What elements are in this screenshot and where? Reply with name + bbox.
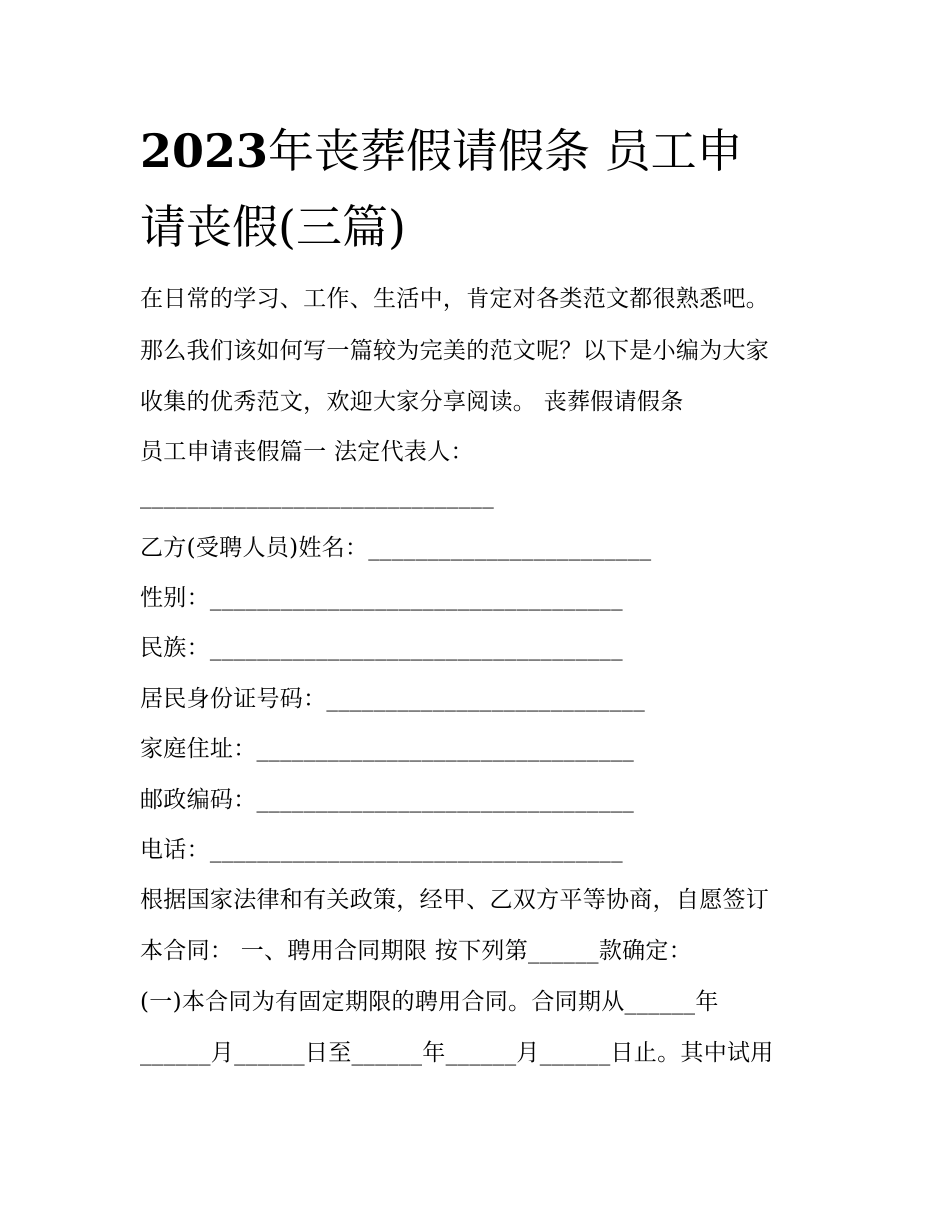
body-line-15: (一)本合同为有固定期限的聘用合同。合同期从______年 — [140, 989, 719, 1015]
body-line-4: 员工申请丧假篇一 法定代表人： — [140, 439, 474, 465]
employee-name-field: 乙方(受聘人员)姓名：________________________ — [140, 535, 652, 561]
body-line-3: 收集的优秀范文，欢迎大家分享阅读。 丧葬假请假条 — [140, 389, 684, 415]
title-line-1-text: 年丧葬假请假条 员工申 — [268, 124, 743, 178]
body-line-2: 那么我们该如何写一篇较为完美的范文呢？以下是小编为大家 — [140, 338, 770, 364]
body-line-1: 在日常的学习、工作、生活中，肯定对各类范文都很熟悉吧。 — [140, 286, 770, 312]
home-address-field: 家庭住址：________________________________ — [140, 736, 635, 762]
legal-representative-field: ______________________________ — [140, 483, 494, 509]
gender-field: 性别：___________________________________ — [140, 585, 623, 611]
body-line-14: 本合同： 一、聘用合同期限 按下列第______款确定： — [140, 938, 693, 964]
postal-code-field: 邮政编码：________________________________ — [140, 787, 635, 813]
body-line-13: 根据国家法律和有关政策，经甲、乙双方平等协商，自愿签订 — [140, 887, 770, 913]
document-title-line-2: 请丧假(三篇) — [140, 200, 406, 254]
phone-field: 电话：___________________________________ — [140, 837, 623, 863]
id-number-field: 居民身份证号码：___________________________ — [140, 686, 645, 712]
document-title-line-1 — [140, 124, 743, 178]
body-line-16: ______月______日至______年______月______日止。其中试用 — [140, 1040, 774, 1066]
ethnicity-field: 民族：___________________________________ — [140, 635, 623, 661]
title-year: 2023 — [140, 124, 269, 178]
